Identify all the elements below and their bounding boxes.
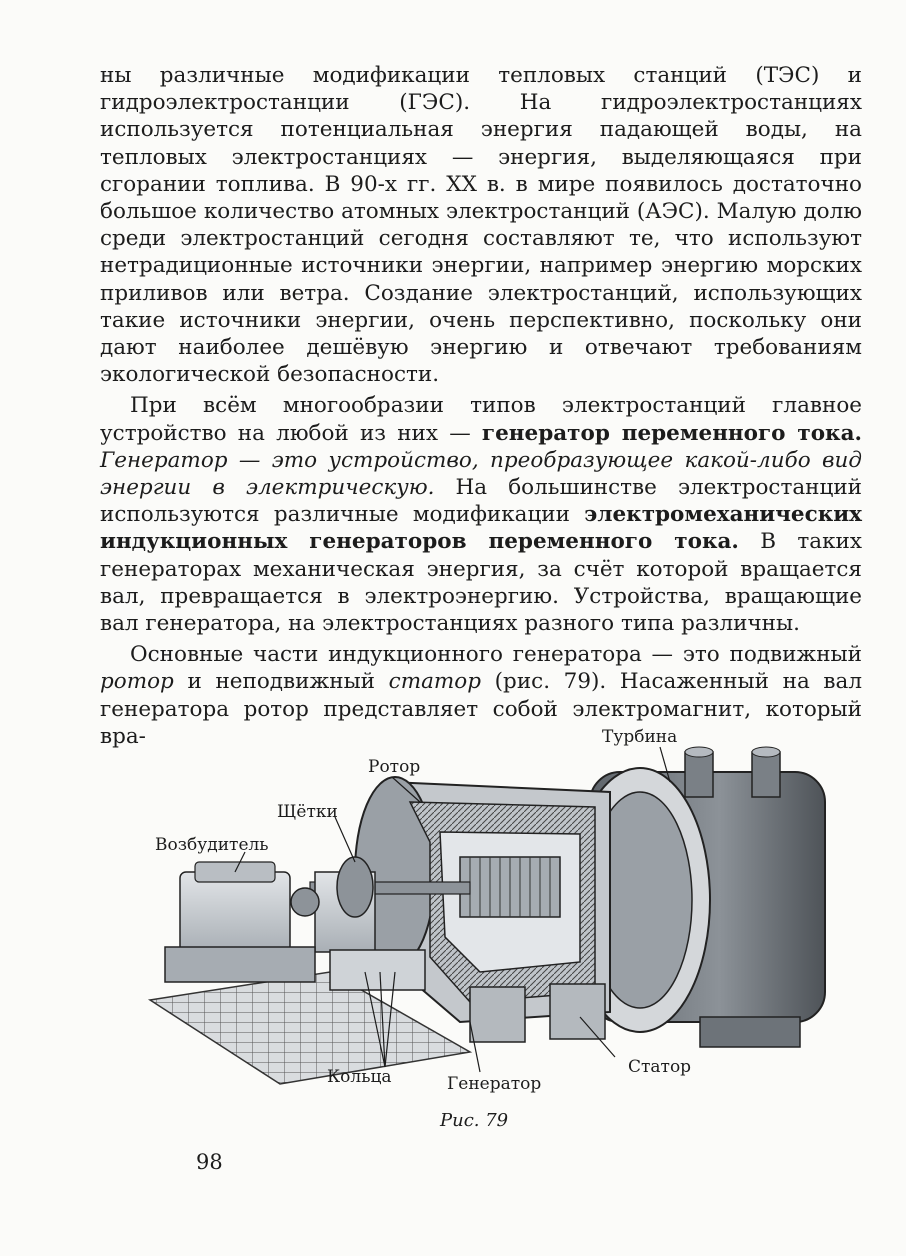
- paragraph-3-text-3: (рис. 79). Насаженный на вал генератора ротор представляет собой электромагнит, который вра-: [100, 669, 862, 749]
- paragraph-1: [100, 62, 862, 388]
- figure-caption: Рис. 79: [440, 1110, 509, 1131]
- exciter: [165, 862, 319, 982]
- label-turbine: Турбина: [602, 727, 678, 747]
- label-rings: Кольца: [327, 1067, 392, 1087]
- paragraph-3-text-1: Основные части индукционного генератора — это подвижный: [130, 642, 862, 668]
- label-stator: Статор: [628, 1057, 692, 1077]
- paragraph-2: [100, 392, 862, 637]
- paragraph-2-text-2: На большинстве электростанций используются различные модификации: [100, 475, 862, 528]
- label-brushes: Щётки: [277, 802, 338, 822]
- label-rotor: Ротор: [368, 757, 421, 777]
- term-stator: статор: [388, 669, 482, 695]
- paragraph-2-text-1: При всём многообразии типов электростанций главное устройство на любой из них —: [100, 393, 862, 446]
- figure-generator-illustration: [140, 722, 860, 1102]
- term-ac-generator: генератор переменного тока.: [481, 420, 862, 446]
- paragraph-1-text: ны различные модификации тепловых станций (ТЭС) и гидроэлектростанции (ГЭС). На гидроэлектростанциях используется потенциальная энергия падающей воды, на тепловых электростанциях — энергия, выделяющаяся при сгорании топлива. В 90-х гг. XX в. в мире появилось достаточно большое количество атомных электростанций (АЭС). Малую долю среди электростанций сегодня составляют те, что используют нетрадиционные источники энергии, например энергию морских приливов или ветра. Создание электростанций, использующих такие источники энергии, очень перспективно, поскольку они дают наиболее дешёвую энергию и отвечают требованиям экологической безопасности.: [100, 63, 862, 388]
- term-rotor: ротор: [100, 669, 174, 695]
- paragraph-2-text-3: В таких генераторах механическая энергия, за счёт которой вращается вал, превращается в электроэнергию. Устройства, вращающие вал генератора, на электростанциях разного типа различны.: [100, 529, 862, 637]
- label-exciter: Возбудитель: [155, 835, 269, 855]
- body-text: [100, 62, 862, 754]
- generator-definition: Генератор — это устройство, преобразующее какой-либо вид энергии в электрическую.: [100, 447, 862, 501]
- generator-drawing: [140, 722, 860, 1102]
- term-induction-generators: электромеханических индукционных генераторов переменного тока.: [100, 502, 862, 555]
- page-number: 98: [196, 1150, 223, 1174]
- label-generator: Генератор: [447, 1074, 542, 1094]
- paragraph-3-text-2: и неподвижный: [173, 669, 389, 695]
